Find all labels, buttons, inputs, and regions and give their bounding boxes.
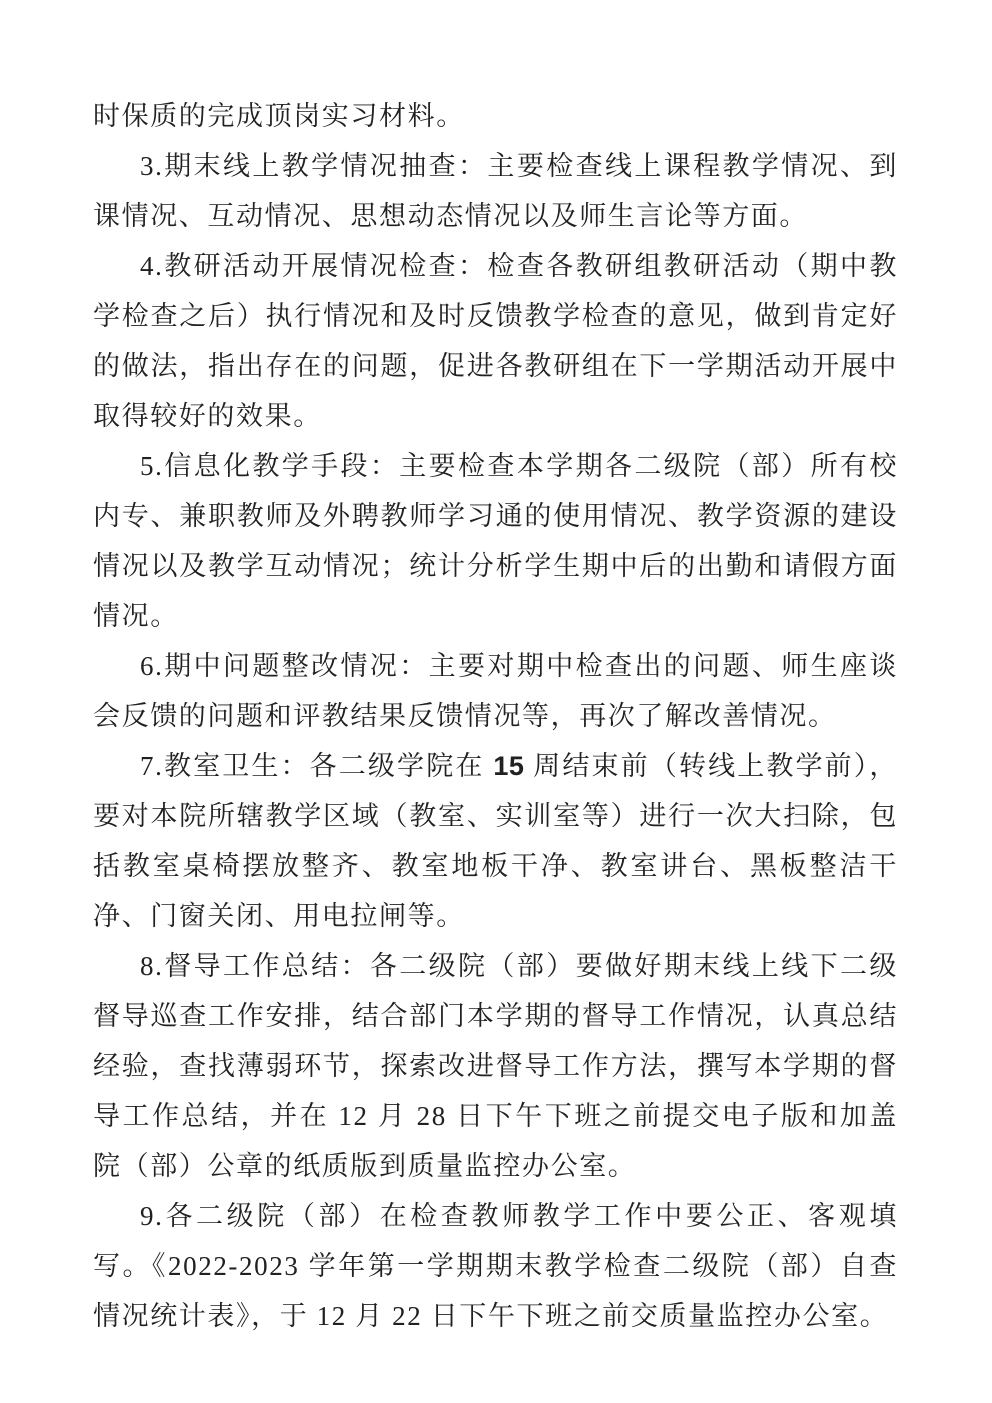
paragraph-5 <box>93 641 898 741</box>
paragraph-1 <box>93 91 898 141</box>
paragraph-2 <box>93 141 898 241</box>
paragraph-7 <box>93 941 898 1191</box>
text-run: 周结束前（转线上教学前），要对本院所辖教学区域（教室、实训室等）进行一次大扫除，包括教室桌椅摆放整齐、教室地板干净、教室讲台、黑板整洁干净、门窗关闭、用电拉闸等。 <box>93 751 899 931</box>
bold-number-run: 15 <box>493 751 525 781</box>
paragraph-3 <box>93 241 898 441</box>
text-run: 5.信息化教学手段：主要检查本学期各二级院（部）所有校内专、兼职教师及外聘教师学习通的使用情况、教学资源的建设情况以及教学互动情况；统计分析学生期中后的出勤和请假方面情况。 <box>93 451 898 631</box>
text-run: 7.教室卫生：各二级学院在 <box>140 751 494 781</box>
text-run: 3.期末线上教学情况抽查：主要检查线上课程教学情况、到课情况、互动情况、思想动态情况以及师生言论等方面。 <box>93 151 898 231</box>
paragraph-4 <box>93 441 898 641</box>
text-run: 9.各二级院（部）在检查教师教学工作中要公正、客观填写。《2022-2023 学年第一学期期末教学检查二级院（部）自查情况统计表》，于 12 月 22 日下午下班之前交质量监控办公室。 <box>93 1201 898 1331</box>
document-body <box>93 91 898 1341</box>
text-run: 6.期中问题整改情况：主要对期中检查出的问题、师生座谈会反馈的问题和评教结果反馈情况等，再次了解改善情况。 <box>93 651 898 731</box>
text-run: 时保质的完成顶岗实习材料。 <box>93 101 465 131</box>
text-run: 8.督导工作总结：各二级院（部）要做好期末线上线下二级督导巡查工作安排，结合部门本学期的督导工作情况，认真总结经验，查找薄弱环节，探索改进督导工作方法，撰写本学期的督导工作总结，并在 12 月 28 日下午下班之前提交电子版和加盖院（部）公章的纸质版到质量监控办公室。 <box>93 951 898 1181</box>
paragraph-6 <box>93 741 898 941</box>
paragraph-8 <box>93 1191 898 1341</box>
text-run: 4.教研活动开展情况检查：检查各教研组教研活动（期中教学检查之后）执行情况和及时反馈教学检查的意见，做到肯定好的做法，指出存在的问题，促进各教研组在下一学期活动开展中取得较好的效果。 <box>93 251 898 431</box>
